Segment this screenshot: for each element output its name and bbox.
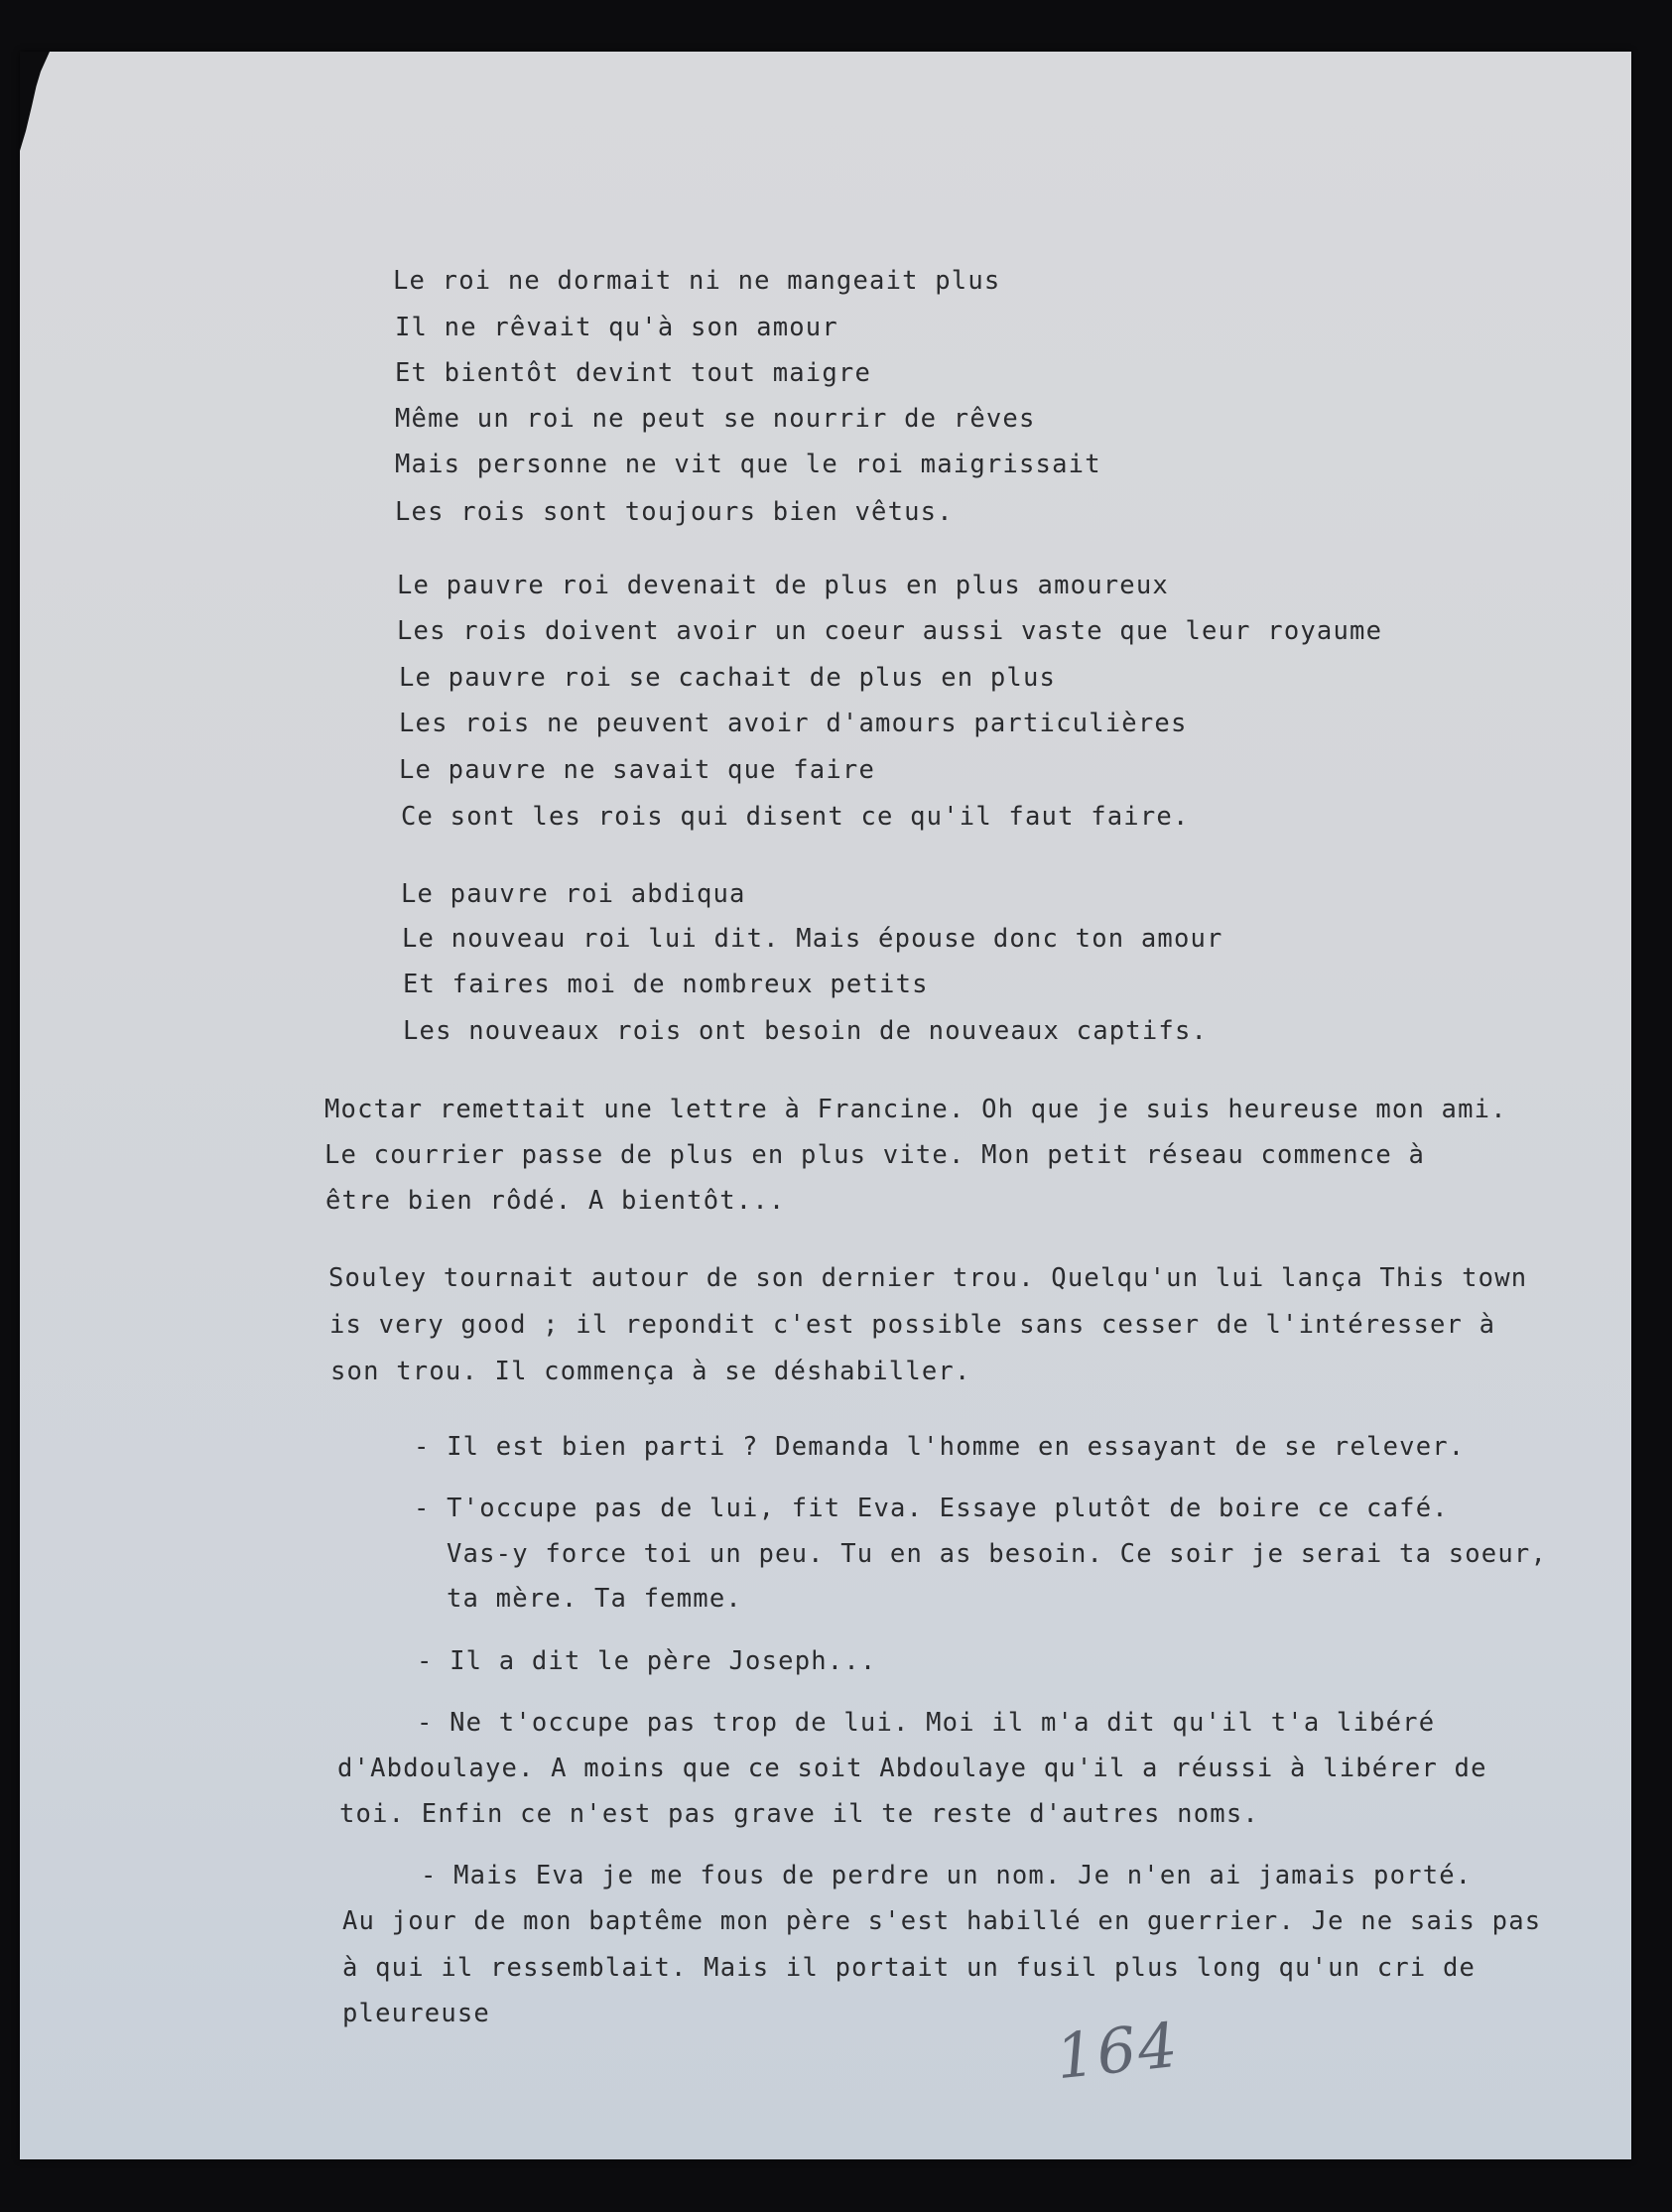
text-line: Même un roi ne peut se nourrir de rêves: [395, 404, 1036, 434]
text-line: - Il a dit le père Joseph...: [417, 1646, 877, 1676]
text-line: Les rois doivent avoir un coeur aussi vaste que leur royaume: [397, 616, 1383, 646]
text-line: toi. Enfin ce n'est pas grave il te reste d'autres noms.: [339, 1799, 1259, 1829]
text-line: son trou. Il commença à se déshabiller.: [330, 1357, 971, 1386]
text-line: Le courrier passe de plus en plus vite. Mon petit réseau commence à: [324, 1140, 1426, 1170]
text-line: ta mère. Ta femme.: [447, 1584, 742, 1614]
text-line: Le pauvre roi abdiqua: [401, 879, 746, 909]
text-line: Vas-y force toi un peu. Tu en as besoin. Ce soir je serai ta soeur,: [447, 1539, 1548, 1569]
text-line: Et faires moi de nombreux petits: [403, 970, 929, 999]
text-line: Au jour de mon baptême mon père s'est habillé en guerrier. Je ne sais pas: [342, 1906, 1542, 1936]
text-line: pleureuse: [342, 1999, 490, 2028]
text-line: Les rois sont toujours bien vêtus.: [395, 497, 954, 527]
text-line: Les rois ne peuvent avoir d'amours particulières: [399, 709, 1188, 738]
text-line: Souley tournait autour de son dernier trou. Quelqu'un lui lança This town: [328, 1263, 1528, 1293]
text-line: Et bientôt devint tout maigre: [395, 358, 872, 388]
text-line: Mais personne ne vit que le roi maigrissait: [395, 450, 1101, 479]
text-line: Le nouveau roi lui dit. Mais épouse donc ton amour: [402, 924, 1223, 954]
text-line: - T'occupe pas de lui, fit Eva. Essaye plutôt de boire ce café.: [414, 1494, 1449, 1523]
text-line: être bien rôdé. A bientôt...: [325, 1186, 786, 1216]
text-line: à qui il ressemblait. Mais il portait un fusil plus long qu'un cri de: [342, 1953, 1477, 1983]
page-number: 164: [1052, 2008, 1183, 2094]
text-line: Les nouveaux rois ont besoin de nouveaux captifs.: [403, 1016, 1209, 1046]
text-line: - Ne t'occupe pas trop de lui. Moi il m'a dit qu'il t'a libéré: [417, 1708, 1436, 1738]
text-line: Le roi ne dormait ni ne mangeait plus: [393, 266, 1001, 296]
text-line: - Il est bien parti ? Demanda l'homme en essayant de se relever.: [414, 1432, 1466, 1462]
text-line: Le pauvre roi se cachait de plus en plus: [399, 663, 1057, 693]
text-line: Moctar remettait une lettre à Francine. Oh que je suis heureuse mon ami.: [324, 1095, 1507, 1124]
text-line: - Mais Eva je me fous de perdre un nom. Je n'en ai jamais porté.: [421, 1861, 1473, 1890]
text-line: d'Abdoulaye. A moins que ce soit Abdoulaye qu'il a réussi à libérer de: [337, 1754, 1487, 1783]
text-line: Il ne rêvait qu'à son amour: [395, 313, 838, 342]
text-line: is very good ; il repondit c'est possible sans cesser de l'intéresser à: [329, 1310, 1496, 1340]
text-line: Le pauvre ne savait que faire: [399, 755, 876, 785]
text-line: Ce sont les rois qui disent ce qu'il faut faire.: [401, 802, 1190, 832]
text-line: Le pauvre roi devenait de plus en plus amoureux: [397, 571, 1169, 600]
